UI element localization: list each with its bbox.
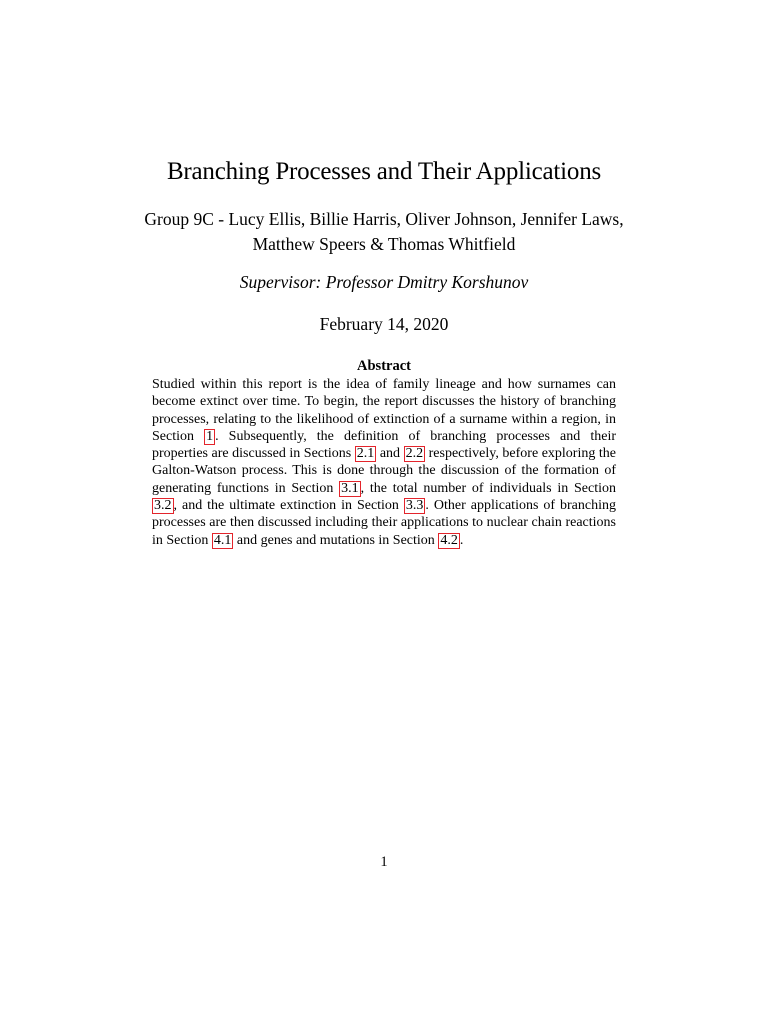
abstract-text: . Other applications of branching processes are then discussed including their applications to nuclear chain reactions in Section: [152, 498, 617, 548]
abstract-heading: Abstract: [357, 358, 411, 374]
abstract-text: and genes and mutations in Section: [233, 532, 439, 548]
page-number: 1: [380, 854, 388, 870]
author-line-2: Matthew Speers & Thomas Whitfield: [252, 234, 516, 254]
abstract-text: and: [376, 446, 404, 462]
abstract-text: . Subsequently, the definition of branching processes and their properties are discussed in Sections: [152, 428, 617, 462]
section-link-3-2[interactable]: 3.2: [154, 498, 172, 514]
abstract-text: , the total number of individuals in Section: [360, 480, 616, 496]
author-line-1: Group 9C - Lucy Ellis, Billie Harris, Oliver Johnson, Jennifer Laws,: [144, 209, 624, 229]
supervisor-line: Supervisor: Professor Dmitry Korshunov: [239, 272, 529, 292]
section-link-3-3[interactable]: 3.3: [405, 498, 424, 514]
section-link-4-1[interactable]: 4.1: [213, 532, 232, 548]
publication-date: February 14, 2020: [319, 314, 449, 334]
section-link-2-1[interactable]: 2.1: [356, 446, 375, 462]
section-link-1[interactable]: 1: [206, 428, 214, 444]
abstract-text: .: [459, 532, 464, 548]
section-link-2-2[interactable]: 2.2: [405, 446, 424, 462]
section-link-3-1[interactable]: 3.1: [341, 480, 359, 496]
abstract-text: , and the ultimate extinction in Section: [173, 498, 404, 514]
author-list: [100, 207, 668, 257]
paper-title: Branching Processes and Their Applications: [166, 158, 602, 185]
section-link-4-2[interactable]: 4.2: [440, 532, 458, 548]
abstract-text: respectively, before exploring the Galton-Watson process. This is done through the discussion of the formation of generating functions in Section: [152, 446, 617, 496]
abstract-text: Studied within this report is the idea of family lineage and how surnames can become extinct over time. To begin, the report discusses the history of branching processes, relating to the likelihood of extinction of a surname within a region, in Section: [152, 377, 616, 444]
abstract-body: [152, 376, 616, 549]
